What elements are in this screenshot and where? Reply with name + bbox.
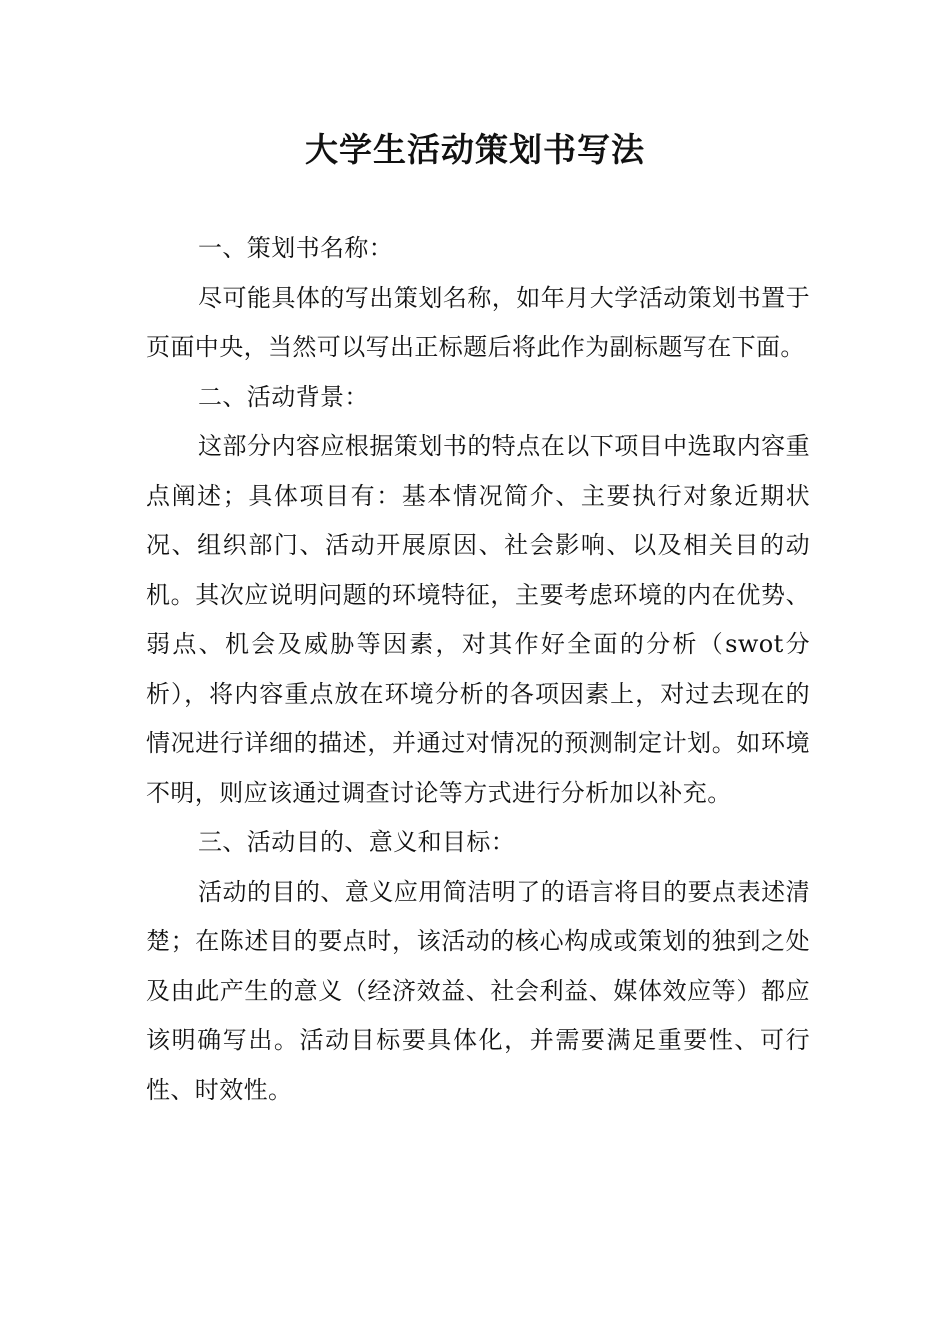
section-heading-purpose: 三、活动目的、意义和目标：	[198, 828, 516, 856]
section-paragraph-background: 这部分内容应根据策划书的特点在以下项目中选取内容重点阐述；具体项目有：基本情况简介、主要执行对象近期状况、组织部门、活动开展原因、社会影响、以及相关目的动机。其次应说明问题的环境特征，主要考虑环境的内在优势、弱点、机会及威胁等因素，对其作好全面的分析（swot分析），将内容重点放在环境分析的各项因素上，对过去现在的情况进行详细的描述，并通过对情况的预测制定计划。如环境不明，则应该通过调查讨论等方式进行分析加以补充。	[146, 432, 810, 807]
section-paragraph-name: 尽可能具体的写出策划名称，如年月大学活动策划书置于页面中央，当然可以写出正标题后将此作为副标题写在下面。	[146, 283, 810, 361]
section-heading-name: 一、策划书名称：	[198, 234, 394, 262]
document-body	[146, 224, 810, 1115]
section-heading-background: 二、活动背景：	[198, 382, 369, 411]
document-title: 大学生活动策划书写法	[305, 130, 645, 169]
section-paragraph-purpose: 活动的目的、意义应用简洁明了的语言将目的要点表述清楚；在陈述目的要点时，该活动的核心构成或策划的独到之处及由此产生的意义（经济效益、社会利益、媒体效应等）都应该明确写出。活动目标要具体化，并需要满足重要性、可行性、时效性。	[146, 877, 810, 1104]
